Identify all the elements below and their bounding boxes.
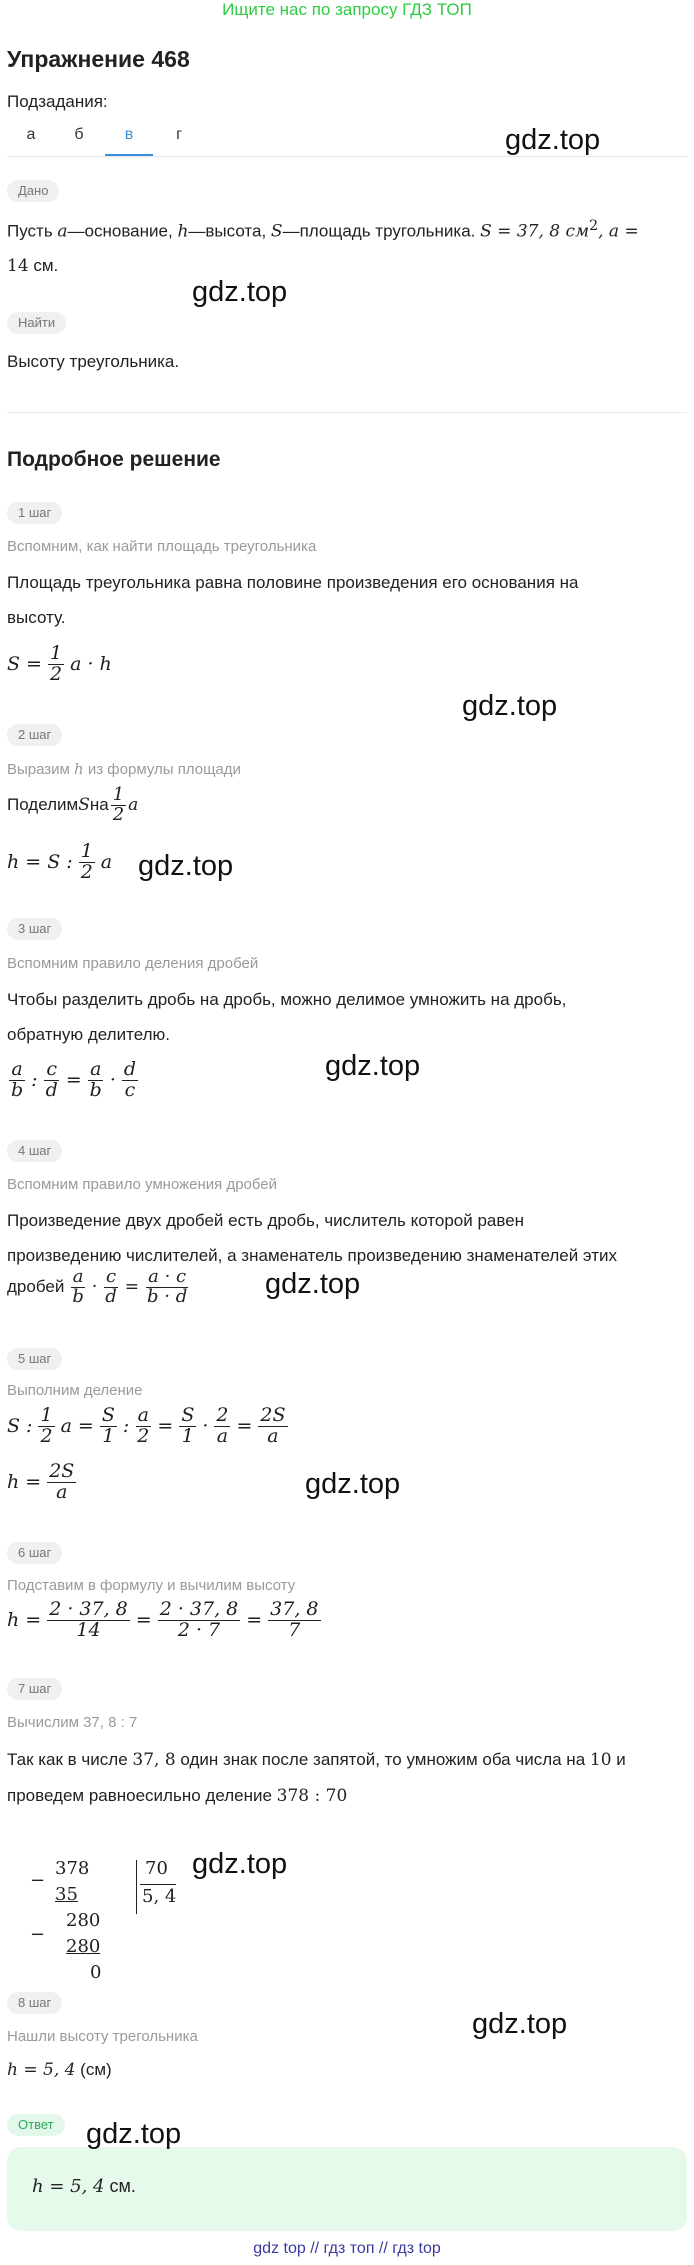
tab-g[interactable]: г [176, 126, 182, 143]
tab-a[interactable]: а [26, 126, 36, 143]
footer-links[interactable]: gdz top // гдз топ // гдз top [253, 2240, 441, 2257]
watermark: gdz.top [305, 1468, 401, 1500]
solution-title: Подробное решение [7, 448, 221, 471]
step-6-formula: h = $\frac{2 \cdot 37, 8}{14}$ = $\frac{2 \cdot 37, 8}{2 \cdot 7}$ = $\frac{37, 8}{7}$ [7, 1598, 319, 1641]
tab-b[interactable]: б [74, 126, 84, 143]
step-7-pill: 7 шаг [7, 1678, 62, 1700]
answer-text: h = 5, 4 см. [32, 2176, 136, 2197]
step-3-hint: Вспомним правило деления дробей [7, 955, 259, 972]
step-5-result: h = $\frac{2S}{a}$ [7, 1460, 75, 1503]
quotient: 5, 4 [142, 1886, 177, 1907]
remainder-2: 0 [90, 1962, 102, 1983]
step-4-text-3: дробей $\frac{a}{b}$ · $\frac{c}{d}$ = $\frac{a \cdot c}{b \cdot d}$ [7, 1266, 188, 1307]
watermark: gdz.top [265, 1268, 361, 1300]
step-2-formula: h = S : $\frac{1}{2}$ a [7, 840, 113, 883]
page-title: Упражнение 468 [7, 46, 190, 72]
watermark: gdz.top [86, 2118, 182, 2150]
step-8-hint: Нашли высоту трегольника [7, 2028, 198, 2045]
step-5-hint: Выполним деление [7, 1382, 143, 1399]
step-5-formula: S : $\frac{1}{2}$ a = $\frac{S}{1}$ : $\frac{a}{2}$ = $\frac{S}{1}$ · $\frac{2}{a}$ = $\frac{2S}{a}$ [7, 1404, 286, 1447]
step-3-text-2: обратную делителю. [7, 1025, 170, 1044]
step-4-pill: 4 шаг [7, 1140, 62, 1162]
find-pill: Найти [7, 312, 66, 334]
step-2-pill: 2 шаг [7, 724, 62, 746]
step-1-text: Площадь треугольника равна половине произведения его основания на [7, 573, 579, 592]
step-2-hint: Выразим h из формулы площади [7, 760, 241, 778]
step-4-text: Произведение двух дробей есть дробь, числитель которой равен [7, 1211, 525, 1230]
find-text: Высоту треугольника. [7, 352, 180, 371]
tab-v[interactable]: в [105, 126, 153, 156]
step-1-formula: S = $\frac{1}{2}$ a · h [7, 642, 112, 685]
dividend: 378 [55, 1858, 90, 1879]
watermark: gdz.top [505, 124, 601, 156]
subtasks-label: Подзадания: [7, 92, 108, 111]
step-6-hint: Подставим в формулу и вычилим высоту [7, 1577, 296, 1594]
answer-pill: Ответ [7, 2114, 65, 2136]
watermark: gdz.top [472, 2008, 568, 2040]
step-3-text: Чтобы разделить дробь на дробь, можно делимое умножить на дробь, [7, 990, 567, 1009]
watermark: gdz.top [325, 1050, 421, 1082]
step-8-result: h = 5, 4 (см) [7, 2060, 112, 2080]
step-4-text-2: произведению числителей, а знаменатель произведению знаменателей этих [7, 1246, 618, 1265]
given-text: Пусть a—основание, h—высота, S—площадь тругольника. S = 37, 8 $см^2$, a = [7, 218, 639, 242]
watermark: gdz.top [192, 1848, 288, 1880]
step-7-hint: Вычислим 37, 8 : 7 [7, 1714, 138, 1731]
step-8-pill: 8 шаг [7, 1992, 62, 2014]
step-2-text: Поделим S на $\frac{1}{2}$ a [7, 784, 139, 825]
watermark: gdz.top [462, 690, 558, 722]
step-1-text-2: высоту. [7, 608, 66, 627]
watermark: gdz.top [192, 276, 288, 308]
watermark: gdz.top [138, 850, 234, 882]
given-pill: Дано [7, 180, 59, 202]
sub-2: 280 [66, 1936, 101, 1957]
step-1-hint: Вспомним, как найти площадь треугольника [7, 538, 317, 555]
given-text-line2: 14 см. [7, 256, 59, 276]
step-3-pill: 3 шаг [7, 918, 62, 940]
step-3-formula: $\frac{a}{b}$ : $\frac{c}{d}$ = $\frac{a}{b}$ · $\frac{d}{c}$ [11, 1058, 137, 1101]
divider [7, 412, 687, 413]
remainder-1: 280 [66, 1910, 101, 1931]
top-banner[interactable]: Ищите нас по запросу ГДЗ ТОП [222, 0, 472, 19]
step-5-pill: 5 шаг [7, 1348, 62, 1370]
step-6-pill: 6 шаг [7, 1542, 62, 1564]
step-7-text-2: проведем равноесильно деление 378 : 70 [7, 1786, 348, 1806]
step-1-pill: 1 шаг [7, 502, 62, 524]
sub-1: 35 [55, 1884, 78, 1905]
step-4-hint: Вспомним правило умножения дробей [7, 1176, 278, 1193]
divisor: 70 [145, 1858, 168, 1879]
step-7-text: Так как в числе 37, 8 один знак после запятой, то умножим оба числа на 10 и [7, 1750, 626, 1770]
